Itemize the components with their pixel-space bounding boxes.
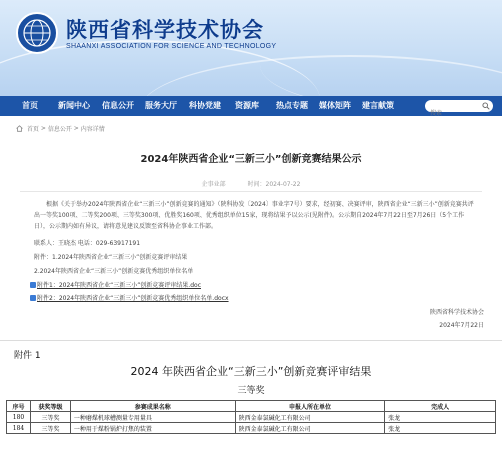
attachments-line2: 2.2024年陕西省企业“三新三小”创新竞赛优秀组织单位名单 — [34, 268, 194, 275]
breadcrumb-separator: > — [73, 125, 79, 132]
nav-item-service[interactable]: 服务大厅 — [145, 101, 177, 110]
attachment-icon — [30, 282, 36, 288]
nav-item-info[interactable]: 信息公开 — [102, 101, 134, 110]
column-header: 完成人 — [385, 401, 496, 412]
nav-item-party[interactable]: 科协党建 — [189, 101, 221, 110]
article-contact: 联系人：王晓杰 电话：029-63917191 — [34, 240, 141, 247]
table-cell: 一种用于煤粉锅炉打焦的装置 — [70, 423, 235, 434]
search-icon[interactable] — [482, 102, 490, 110]
article-date: 时间：2024-07-22 — [247, 181, 301, 188]
attachment-link-1[interactable] — [30, 280, 201, 289]
search-input[interactable] — [425, 108, 479, 120]
nav-item-topics[interactable]: 热点专题 — [276, 101, 308, 110]
site-header — [0, 0, 502, 96]
attachment-link-text[interactable]: 附件1：2024年陕西省企业“三新三小”创新竞赛评审结果.doc — [37, 282, 201, 289]
article-source: 企事业部 — [201, 181, 226, 188]
table-cell: 三等奖 — [30, 423, 70, 434]
nav-item-suggestions[interactable]: 建言献策 — [362, 101, 394, 110]
attachment-link-2[interactable] — [30, 293, 229, 302]
table-row — [7, 423, 496, 434]
attachment-icon — [30, 295, 36, 301]
table-cell: 陕西金泰氯碱化工有限公司 — [235, 423, 385, 434]
breadcrumb-separator: > — [40, 125, 46, 132]
logo-emblem-icon — [18, 14, 60, 56]
search-box[interactable] — [425, 100, 493, 112]
attachment-link-text[interactable]: 附件2：2024年陕西省企业“三新三小”创新竞赛优秀组织单位名单.docx — [37, 295, 229, 302]
results-table — [6, 400, 496, 434]
main-nav — [0, 96, 502, 116]
table-cell: 陕西金泰氯碱化工有限公司 — [235, 412, 385, 423]
document-label: 附件 1 — [14, 351, 41, 361]
article-title: 2024年陕西省企业“三新三小”创新竞赛结果公示 — [140, 154, 362, 165]
table-header-row — [7, 401, 496, 412]
divider — [0, 340, 502, 341]
article-body: 根据《关于举办2024年陕西省企业“三新三小”创新竞赛的通知》（陕科协发〔2024〕事业字7号）要求，经初赛、决赛评审，陕西省企业“三新三小”创新竞赛共评出一等奖100项、二等奖200项、三等奖300项、优胜奖160项、优秀组织单位15家，现将结果予以公示(见附件)。公示期自2024年7月22日至7月26日（5个工作日），公示期内如有异议，请将意见建议反馈至省科协企事业工作部。 — [34, 201, 474, 230]
signature-org: 陕西省科学技术协会 — [429, 309, 484, 316]
table-row — [7, 412, 496, 423]
column-header: 序号 — [7, 401, 31, 412]
breadcrumb-current: 内容详情 — [80, 126, 105, 133]
nav-item-media[interactable]: 媒体矩阵 — [319, 101, 351, 110]
column-header: 参赛成果名称 — [70, 401, 235, 412]
column-header: 申报人所在单位 — [235, 401, 385, 412]
nav-item-news[interactable]: 新闻中心 — [58, 101, 90, 110]
site-logo[interactable] — [16, 12, 58, 54]
banner-decoration — [260, 20, 502, 96]
breadcrumb — [16, 124, 105, 133]
table-cell: 张龙 — [385, 412, 496, 423]
nav-item-resources[interactable]: 资源库 — [235, 101, 259, 110]
home-icon — [16, 125, 23, 132]
document-section: 三等奖 — [237, 386, 265, 396]
site-subtitle: SHAANXI ASSOCIATION FOR SCIENCE AND TECHNOLOGY — [66, 43, 277, 50]
column-header: 获奖等级 — [30, 401, 70, 412]
table-cell: 张龙 — [385, 423, 496, 434]
table-cell: 一种磨煤机球槽测量专用量具 — [70, 412, 235, 423]
signature-date: 2024年7月22日 — [439, 322, 484, 329]
document-title: 2024 年陕西省企业“三新三小”创新竞赛评审结果 — [130, 365, 372, 378]
table-cell: 184 — [7, 423, 31, 434]
attachments-heading: 附件：1.2024年陕西省企业“三新三小”创新竞赛评审结果 — [34, 254, 188, 261]
divider — [20, 191, 482, 192]
table-cell: 三等奖 — [30, 412, 70, 423]
nav-item-home[interactable]: 首页 — [22, 101, 38, 110]
breadcrumb-info[interactable]: 信息公开 — [47, 126, 72, 133]
breadcrumb-home[interactable]: 首页 — [26, 126, 39, 133]
site-title: 陕西省科学技术协会 — [66, 17, 264, 42]
table-cell: 180 — [7, 412, 31, 423]
article-meta — [0, 179, 502, 188]
